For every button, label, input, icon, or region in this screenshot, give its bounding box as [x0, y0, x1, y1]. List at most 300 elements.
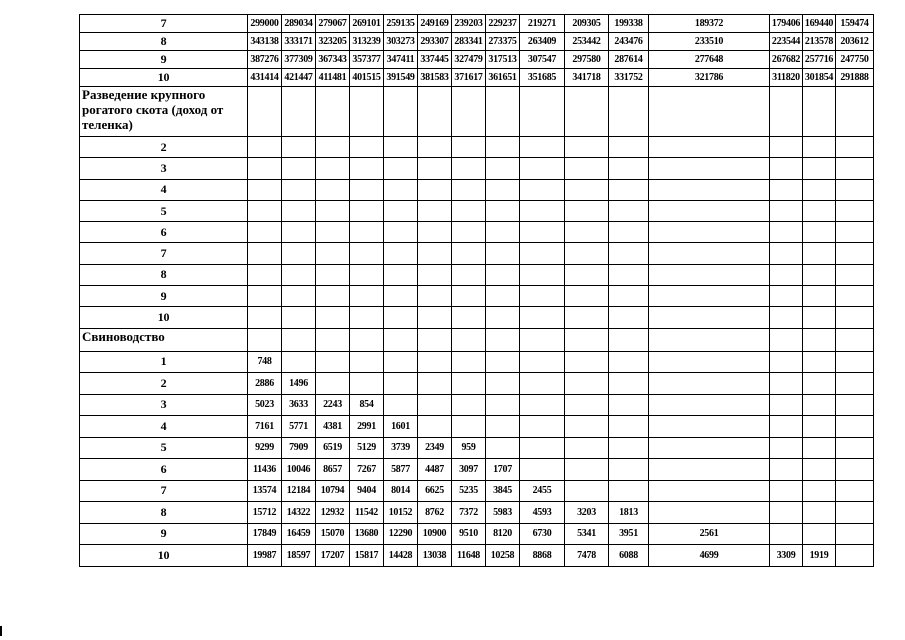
table-cell — [520, 87, 565, 137]
table-cell: 287614 — [609, 51, 649, 69]
table-cell: 199338 — [609, 15, 649, 33]
table-cell: 341718 — [565, 69, 609, 87]
row-label: 8 — [80, 502, 248, 524]
table-cell — [316, 286, 350, 307]
table-cell — [770, 200, 803, 221]
row-label: 2 — [80, 373, 248, 395]
table-row — [80, 480, 874, 502]
table-cell — [418, 328, 452, 351]
table-cell — [565, 328, 609, 351]
table-cell: 10794 — [316, 480, 350, 502]
table-cell: 189372 — [649, 15, 770, 33]
table-cell — [316, 307, 350, 328]
table-cell — [565, 286, 609, 307]
table-cell — [520, 416, 565, 438]
table-cell — [803, 286, 836, 307]
table-cell: 279067 — [316, 15, 350, 33]
table-cell — [452, 416, 486, 438]
table-cell: 223544 — [770, 33, 803, 51]
table-cell — [770, 437, 803, 459]
table-cell: 10258 — [486, 545, 520, 567]
table-row — [80, 51, 874, 69]
table-row — [80, 158, 874, 179]
table-cell — [452, 200, 486, 221]
table-cell: 1707 — [486, 459, 520, 481]
table-cell — [248, 328, 282, 351]
table-cell — [609, 87, 649, 137]
table-cell — [803, 459, 836, 481]
table-cell: 7478 — [565, 545, 609, 567]
table-cell — [836, 502, 874, 524]
table-cell — [384, 373, 418, 395]
table-row — [80, 373, 874, 395]
table-cell — [609, 459, 649, 481]
table-cell — [803, 243, 836, 264]
table-cell — [452, 307, 486, 328]
table-cell — [452, 87, 486, 137]
table-cell — [384, 351, 418, 373]
table-cell — [565, 480, 609, 502]
row-label: 4 — [80, 416, 248, 438]
table-cell — [520, 307, 565, 328]
table-cell: 289034 — [282, 15, 316, 33]
table-cell: 179406 — [770, 15, 803, 33]
table-cell — [770, 137, 803, 158]
table-cell — [836, 373, 874, 395]
table-cell: 3951 — [609, 523, 649, 545]
table-cell — [649, 222, 770, 243]
table-cell — [836, 480, 874, 502]
table-cell — [520, 328, 565, 351]
table-cell — [418, 87, 452, 137]
table-cell: 9299 — [248, 437, 282, 459]
table-row — [80, 545, 874, 567]
row-label: 10 — [80, 307, 248, 328]
table-cell: 3633 — [282, 394, 316, 416]
table-cell — [770, 394, 803, 416]
table-cell: 4487 — [418, 459, 452, 481]
table-cell: 6088 — [609, 545, 649, 567]
table-cell — [803, 137, 836, 158]
table-row — [80, 33, 874, 51]
table-cell — [520, 222, 565, 243]
table-cell: 253442 — [565, 33, 609, 51]
table-cell: 321786 — [649, 69, 770, 87]
table-cell: 351685 — [520, 69, 565, 87]
table-cell — [282, 307, 316, 328]
table-cell — [609, 394, 649, 416]
table-cell: 854 — [350, 394, 384, 416]
table-cell — [609, 437, 649, 459]
table-cell: 293307 — [418, 33, 452, 51]
table-cell — [803, 307, 836, 328]
table-cell — [384, 307, 418, 328]
table-cell: 247750 — [836, 51, 874, 69]
table-cell — [649, 200, 770, 221]
table-cell — [836, 158, 874, 179]
table-row — [80, 264, 874, 285]
table-cell: 1601 — [384, 416, 418, 438]
table-cell — [282, 264, 316, 285]
table-cell — [350, 200, 384, 221]
table-cell — [418, 158, 452, 179]
table-cell — [452, 222, 486, 243]
table-cell — [486, 243, 520, 264]
table-cell: 277648 — [649, 51, 770, 69]
table-cell: 1919 — [803, 545, 836, 567]
table-cell — [486, 307, 520, 328]
table-cell — [649, 394, 770, 416]
table-cell: 15070 — [316, 523, 350, 545]
row-label: 9 — [80, 523, 248, 545]
table-cell — [282, 328, 316, 351]
row-label: 3 — [80, 158, 248, 179]
table-row — [80, 416, 874, 438]
table-cell: 16459 — [282, 523, 316, 545]
table-cell: 5877 — [384, 459, 418, 481]
table-cell — [520, 243, 565, 264]
table-row — [80, 459, 874, 481]
table-cell: 301854 — [803, 69, 836, 87]
table-cell: 4381 — [316, 416, 350, 438]
row-label: 5 — [80, 437, 248, 459]
table-cell — [520, 437, 565, 459]
table-cell: 6730 — [520, 523, 565, 545]
table-cell: 19987 — [248, 545, 282, 567]
table-cell — [836, 328, 874, 351]
table-row — [80, 437, 874, 459]
table-cell — [649, 328, 770, 351]
table-cell — [486, 264, 520, 285]
table-cell: 2991 — [350, 416, 384, 438]
table-cell: 2455 — [520, 480, 565, 502]
table-cell: 411481 — [316, 69, 350, 87]
table-cell: 2886 — [248, 373, 282, 395]
table-cell: 748 — [248, 351, 282, 373]
table-cell: 401515 — [350, 69, 384, 87]
table-cell — [384, 264, 418, 285]
table-cell — [316, 87, 350, 137]
table-cell — [565, 137, 609, 158]
table-cell — [609, 158, 649, 179]
table-cell — [836, 351, 874, 373]
table-cell — [609, 137, 649, 158]
table-cell — [520, 351, 565, 373]
table-cell — [520, 179, 565, 200]
table-cell: 10046 — [282, 459, 316, 481]
table-cell: 257716 — [803, 51, 836, 69]
table-cell: 311820 — [770, 69, 803, 87]
table-cell — [565, 351, 609, 373]
table-cell: 3203 — [565, 502, 609, 524]
table-cell: 13680 — [350, 523, 384, 545]
table-cell — [248, 243, 282, 264]
table-cell — [770, 307, 803, 328]
table-cell — [418, 200, 452, 221]
table-cell — [350, 373, 384, 395]
table-cell — [565, 437, 609, 459]
table-cell — [316, 373, 350, 395]
table-cell — [486, 416, 520, 438]
table-cell — [520, 459, 565, 481]
table-cell: 3845 — [486, 480, 520, 502]
table-cell — [384, 200, 418, 221]
table-cell — [486, 351, 520, 373]
table-cell: 11542 — [350, 502, 384, 524]
table-cell: 273375 — [486, 33, 520, 51]
table-cell — [248, 307, 282, 328]
table-cell: 15712 — [248, 502, 282, 524]
table-cell — [803, 437, 836, 459]
table-cell — [486, 394, 520, 416]
row-label: 6 — [80, 459, 248, 481]
table-cell: 357377 — [350, 51, 384, 69]
table-cell: 5235 — [452, 480, 486, 502]
table-cell — [520, 373, 565, 395]
table-cell — [316, 137, 350, 158]
row-label: 5 — [80, 200, 248, 221]
table-cell — [350, 243, 384, 264]
table-cell — [520, 286, 565, 307]
table-cell — [418, 264, 452, 285]
table-cell: 431414 — [248, 69, 282, 87]
table-cell — [803, 394, 836, 416]
table-cell — [836, 222, 874, 243]
table-cell — [418, 307, 452, 328]
table-cell — [350, 158, 384, 179]
table-cell: 307547 — [520, 51, 565, 69]
table-cell — [384, 222, 418, 243]
table-cell: 5129 — [350, 437, 384, 459]
table-cell: 8868 — [520, 545, 565, 567]
table-cell — [418, 416, 452, 438]
table-cell: 2243 — [316, 394, 350, 416]
table-cell — [803, 523, 836, 545]
row-label: 6 — [80, 222, 248, 243]
table-cell — [452, 373, 486, 395]
table-cell — [486, 137, 520, 158]
table-cell — [350, 179, 384, 200]
section-title: Разведение крупного рогатого скота (доход от теленка) — [80, 87, 248, 137]
table-cell: 159474 — [836, 15, 874, 33]
table-cell — [248, 87, 282, 137]
table-cell — [350, 286, 384, 307]
table-row — [80, 394, 874, 416]
table-cell — [316, 200, 350, 221]
table-cell — [770, 179, 803, 200]
table-cell — [609, 351, 649, 373]
table-cell — [248, 200, 282, 221]
table-cell — [803, 264, 836, 285]
table-cell — [836, 200, 874, 221]
table-cell — [836, 286, 874, 307]
table-cell — [649, 137, 770, 158]
table-cell — [836, 307, 874, 328]
table-cell — [836, 416, 874, 438]
table-cell — [384, 158, 418, 179]
table-cell — [649, 502, 770, 524]
table-cell — [803, 328, 836, 351]
table-cell — [649, 437, 770, 459]
table-cell: 5983 — [486, 502, 520, 524]
table-cell: 11436 — [248, 459, 282, 481]
table-cell — [565, 200, 609, 221]
table-cell — [803, 179, 836, 200]
table-cell: 9404 — [350, 480, 384, 502]
table-cell — [452, 264, 486, 285]
table-cell — [836, 243, 874, 264]
table-cell — [649, 179, 770, 200]
table-cell — [282, 200, 316, 221]
row-label: 4 — [80, 179, 248, 200]
table-cell: 12290 — [384, 523, 418, 545]
table-cell: 1496 — [282, 373, 316, 395]
table-cell — [520, 158, 565, 179]
table-cell: 243476 — [609, 33, 649, 51]
table-cell — [803, 416, 836, 438]
table-cell — [609, 179, 649, 200]
table-cell — [316, 351, 350, 373]
table-cell: 387276 — [248, 51, 282, 69]
table-cell — [649, 373, 770, 395]
table-cell — [770, 459, 803, 481]
table-cell — [649, 286, 770, 307]
table-cell — [316, 158, 350, 179]
table-cell — [418, 286, 452, 307]
table-cell: 263409 — [520, 33, 565, 51]
table-cell: 229237 — [486, 15, 520, 33]
table-cell — [520, 137, 565, 158]
table-row — [80, 502, 874, 524]
table-cell — [836, 437, 874, 459]
table-row — [80, 243, 874, 264]
table-row — [80, 351, 874, 373]
table-row — [80, 200, 874, 221]
table-cell — [565, 459, 609, 481]
table-cell: 209305 — [565, 15, 609, 33]
table-cell: 4699 — [649, 545, 770, 567]
table-cell: 283341 — [452, 33, 486, 51]
table-cell — [803, 87, 836, 137]
table-cell: 391549 — [384, 69, 418, 87]
table-cell — [384, 328, 418, 351]
table-cell: 337445 — [418, 51, 452, 69]
table-cell: 3097 — [452, 459, 486, 481]
table-cell — [649, 264, 770, 285]
table-cell — [452, 179, 486, 200]
table-cell — [803, 502, 836, 524]
table-cell: 333171 — [282, 33, 316, 51]
table-cell — [384, 286, 418, 307]
table-cell: 331752 — [609, 69, 649, 87]
table-cell — [649, 87, 770, 137]
table-cell — [836, 87, 874, 137]
table-cell: 313239 — [350, 33, 384, 51]
table-cell — [418, 179, 452, 200]
row-label: 7 — [80, 480, 248, 502]
table-cell: 7372 — [452, 502, 486, 524]
table-cell — [282, 222, 316, 243]
table-cell — [770, 416, 803, 438]
table-cell — [282, 286, 316, 307]
table-cell — [282, 243, 316, 264]
table-cell — [836, 179, 874, 200]
table-cell: 291888 — [836, 69, 874, 87]
table-cell: 421447 — [282, 69, 316, 87]
table-row — [80, 69, 874, 87]
table-cell — [609, 373, 649, 395]
table-cell — [803, 351, 836, 373]
table-cell: 8014 — [384, 480, 418, 502]
table-cell — [609, 480, 649, 502]
table-cell — [282, 351, 316, 373]
table-row — [80, 15, 874, 33]
table-cell: 203612 — [836, 33, 874, 51]
table-cell: 259135 — [384, 15, 418, 33]
table-cell — [452, 328, 486, 351]
table-cell — [649, 307, 770, 328]
table-cell: 347411 — [384, 51, 418, 69]
table-cell: 14428 — [384, 545, 418, 567]
table-cell: 5341 — [565, 523, 609, 545]
table-cell: 11648 — [452, 545, 486, 567]
table-cell: 299000 — [248, 15, 282, 33]
table-cell: 303273 — [384, 33, 418, 51]
table-cell — [316, 222, 350, 243]
table-cell: 269101 — [350, 15, 384, 33]
row-label: 9 — [80, 51, 248, 69]
table-cell: 317513 — [486, 51, 520, 69]
table-cell — [384, 87, 418, 137]
table-cell — [418, 243, 452, 264]
table-cell — [609, 264, 649, 285]
table-cell — [486, 286, 520, 307]
table-cell — [452, 137, 486, 158]
table-cell — [609, 307, 649, 328]
table-cell: 12184 — [282, 480, 316, 502]
row-label: 1 — [80, 351, 248, 373]
table-cell — [520, 394, 565, 416]
table-cell: 267682 — [770, 51, 803, 69]
section-header-row — [80, 87, 874, 137]
table-cell — [565, 179, 609, 200]
table-cell: 219271 — [520, 15, 565, 33]
table-cell — [565, 373, 609, 395]
table-cell — [836, 459, 874, 481]
table-cell: 6519 — [316, 437, 350, 459]
table-cell: 14322 — [282, 502, 316, 524]
table-cell — [649, 480, 770, 502]
table-cell — [770, 286, 803, 307]
row-label: 9 — [80, 286, 248, 307]
table-cell — [248, 137, 282, 158]
table-row — [80, 137, 874, 158]
table-cell — [565, 243, 609, 264]
table-cell — [520, 264, 565, 285]
table-cell: 18597 — [282, 545, 316, 567]
table-cell — [803, 158, 836, 179]
table-cell — [248, 222, 282, 243]
table-cell — [486, 437, 520, 459]
table-cell — [384, 137, 418, 158]
table-cell — [565, 87, 609, 137]
table-cell — [649, 243, 770, 264]
table-cell — [418, 373, 452, 395]
table-cell — [418, 222, 452, 243]
table-cell: 343138 — [248, 33, 282, 51]
table-cell — [770, 158, 803, 179]
table-cell — [836, 264, 874, 285]
